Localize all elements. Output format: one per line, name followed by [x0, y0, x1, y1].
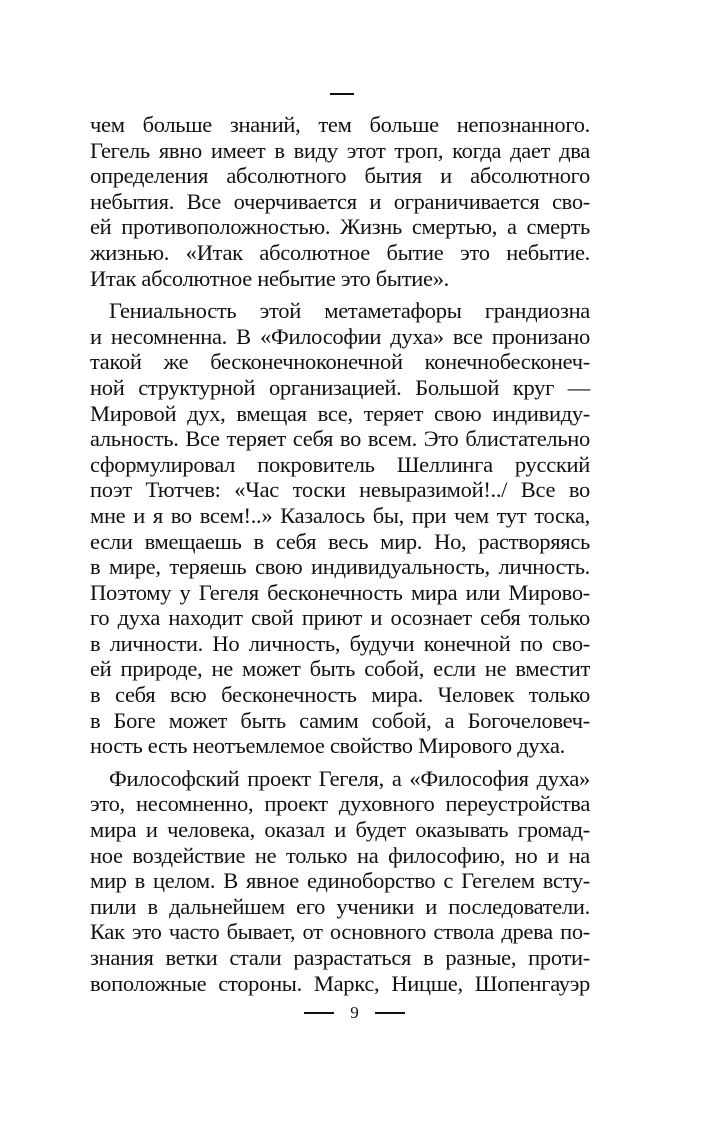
text-line: в себя всю бесконечность мира. Человек только: [90, 682, 590, 708]
text-line: чем больше знаний, тем больше непознанного.: [90, 112, 590, 137]
page-body: [90, 112, 590, 996]
footer-dash-right: [375, 1012, 405, 1014]
page-footer: [0, 1003, 709, 1023]
text-line: Как это часто бывает, от основного ствола древа по-: [90, 919, 590, 945]
text-line: в мире, теряешь свою индивидуальность, личность.: [90, 554, 590, 580]
text-line: Мировой дух, вмещая все, теряет свою индивиду-: [90, 400, 590, 426]
text-line: определения абсолютного бытия и абсолютного: [90, 163, 590, 189]
text-line: в Боге может быть самим собой, а Богочеловеч-: [90, 707, 590, 733]
paragraph-3: [90, 766, 590, 996]
text-line: пили в дальнейшем его ученики и последователи.: [90, 893, 590, 919]
text-line: мир в целом. В явное единоборство с Гегелем всту-: [90, 868, 590, 894]
text-line: ей природе, не может быть собой, если не вместит: [90, 656, 590, 682]
text-line: Поэтому у Гегеля бесконечность мира или Мирово-: [90, 579, 590, 605]
text-line: поэт Тютчев: «Час тоски невыразимой!../ Все во: [90, 477, 590, 503]
text-line: ность есть неотъемлемое свойство Мирового духа.: [90, 733, 565, 759]
text-line: в личности. Но личность, будучи конечной по сво-: [90, 630, 590, 656]
text-line: го духа находит свой приют и осознает себя только: [90, 605, 590, 631]
text-line: Гениальность этой метаметафоры грандиозна: [109, 298, 590, 324]
text-line: это, несомненно, проект духовного переустройства: [90, 791, 590, 817]
text-line: ной структурной организацией. Большой круг —: [90, 374, 590, 400]
text-line: Гегель явно имеет в виду этот троп, когда дает два: [90, 137, 590, 163]
text-line: Философский проект Гегеля, а «Философия духа»: [109, 765, 590, 791]
text-line: знания ветки стали разрастаться в разные, проти-: [90, 945, 590, 970]
text-line: такой же бесконечноконечной конечнобесконеч-: [90, 349, 590, 375]
paragraph-2: [90, 298, 590, 759]
paragraph-1: [90, 112, 590, 291]
text-line: мира и человека, оказал и будет оказывать громад-: [90, 817, 590, 843]
text-line: альность. Все теряет себя во всем. Это блистательно: [90, 426, 590, 452]
text-line: Итак абсолютное небытие это бытие».: [90, 265, 449, 291]
text-line: ей противоположностью. Жизнь смертью, а смерть: [90, 214, 590, 240]
text-line: жизнью. «Итак абсолютное бытие это небытие.: [90, 239, 590, 265]
text-line: небытия. Все очерчивается и ограничивается сво-: [90, 188, 590, 214]
paragraph-gap: [90, 291, 590, 298]
text-line: если вмещаешь в себя весь мир. Но, растворяясь: [90, 528, 590, 554]
text-line: ное воздействие не только на философию, но и на: [90, 842, 590, 868]
page-number: 9: [350, 1003, 359, 1022]
text-line: мне и я во всем!..» Казалось бы, при чем тут тоска,: [90, 502, 590, 528]
text-line: воположные стороны. Маркс, Ницше, Шопенгауэр: [90, 970, 590, 996]
paragraph-gap: [90, 759, 590, 766]
text-line: сформулировал покровитель Шеллинга русский: [90, 451, 590, 477]
header-rule: [330, 93, 354, 95]
text-line: и несомненна. В «Философии духа» все пронизано: [90, 323, 590, 349]
footer-dash-left: [304, 1012, 334, 1014]
